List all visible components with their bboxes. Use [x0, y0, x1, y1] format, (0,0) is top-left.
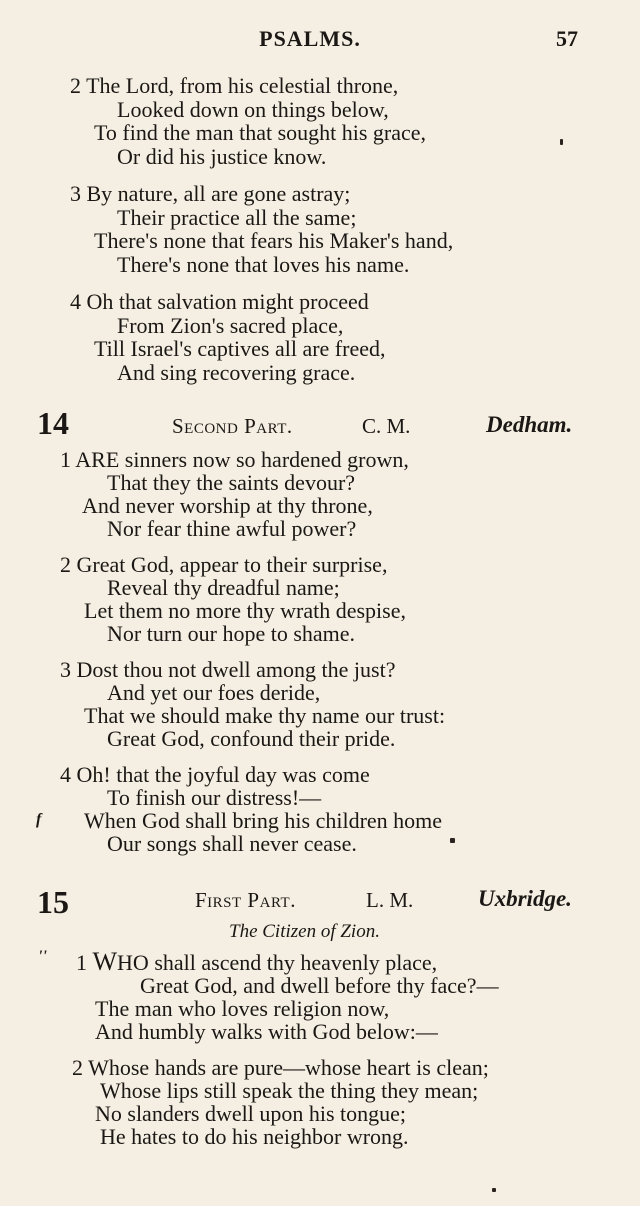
drop-cap: W — [92, 947, 118, 976]
verse-line: Or did his justice know. — [117, 144, 327, 169]
verse-line: That we should make thy name our trust: — [84, 703, 446, 728]
hymn-part: First Part. — [195, 888, 296, 912]
verse-line: There's none that loves his name. — [117, 252, 410, 277]
page-number: 57 — [556, 26, 578, 51]
verse-line: To finish our distress!— — [107, 785, 322, 810]
verse-line: 2 Great God, appear to their surprise, — [60, 552, 388, 577]
verse-number: 1 — [76, 950, 87, 975]
verse-line: Their practice all the same; — [117, 205, 357, 230]
dynamic-mark: f — [36, 811, 42, 828]
verse-line: And yet our foes deride, — [107, 680, 321, 705]
verse-line: 2 The Lord, from his celestial throne, — [70, 73, 399, 98]
verse-line: There's none that fears his Maker's hand, — [94, 228, 454, 253]
verse-line: And humbly walks with God below:— — [95, 1019, 438, 1044]
tune-name: Uxbridge. — [478, 886, 572, 911]
hymn-number: 15 — [37, 884, 69, 920]
verse-line: Reveal thy dreadful name; — [107, 575, 340, 600]
verse-line: Nor fear thine awful power? — [107, 516, 357, 541]
dynamic-mark: '' — [38, 948, 47, 965]
verse-line: 1 ARE sinners now so hardened grown, — [60, 447, 409, 472]
verse-line: Whose lips still speak the thing they mean; — [100, 1078, 479, 1103]
verse-line: No slanders dwell upon his tongue; — [95, 1101, 407, 1126]
verse-line: Our songs shall never cease. — [107, 831, 357, 856]
verse-line: To find the man that sought his grace, — [94, 120, 427, 145]
verse-line: That they the saints devour? — [107, 470, 356, 495]
verse-line: 4 Oh! that the joyful day was come — [60, 762, 370, 787]
verse-line: The man who loves religion now, — [95, 996, 390, 1021]
verse-line: Looked down on things below, — [117, 97, 389, 122]
verse-line: He hates to do his neighbor wrong. — [100, 1124, 409, 1149]
verse-line: 3 By nature, all are gone astray; — [70, 181, 351, 206]
verse-line: And sing recovering grace. — [117, 360, 356, 385]
ink-speck — [492, 1188, 496, 1192]
verse-line: From Zion's sacred place, — [117, 313, 344, 338]
verse-line: Great God, confound their pride. — [107, 726, 396, 751]
hymn-number: 14 — [37, 405, 69, 441]
verse-line-rest: HO shall ascend thy heavenly place, — [117, 950, 438, 975]
verse-line: And never worship at thy throne, — [82, 493, 373, 518]
verse-line: 3 Dost thou not dwell among the just? — [60, 657, 396, 682]
hymn-meter: C. M. — [362, 414, 411, 438]
verse-line: Nor turn our hope to shame. — [107, 621, 356, 646]
verse-line: Great God, and dwell before thy face?— — [140, 973, 499, 998]
hymn-subtitle: The Citizen of Zion. — [229, 921, 380, 942]
hymn-meter: L. M. — [366, 888, 414, 912]
verse-line: Till Israel's captives all are freed, — [94, 336, 386, 361]
verse-line: When God shall bring his children home — [84, 808, 443, 833]
verse-line: Let them no more thy wrath despise, — [84, 598, 406, 623]
verse-first-line — [76, 947, 438, 976]
tune-name: Dedham. — [486, 412, 573, 437]
verse-line: 4 Oh that salvation might proceed — [70, 289, 369, 314]
hymn-part: Second Part. — [172, 414, 293, 438]
ink-speck — [560, 139, 563, 145]
verse-line: 2 Whose hands are pure—whose heart is clean; — [72, 1055, 489, 1080]
ink-speck — [450, 838, 455, 843]
running-title: PSALMS. — [259, 26, 361, 51]
